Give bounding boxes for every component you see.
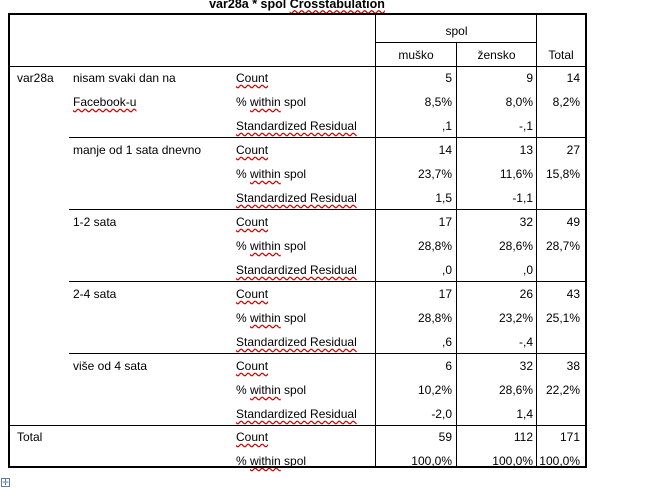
cell-pct-musko: 10,2% bbox=[417, 383, 452, 397]
stat-label-within: % within spol bbox=[236, 95, 307, 109]
category-label: nisam svaki dan na bbox=[73, 71, 176, 85]
cell-res-musko: ,6 bbox=[441, 335, 452, 349]
cell-count-zensko: 32 bbox=[519, 359, 533, 373]
cell-res-zensko: -,4 bbox=[518, 335, 533, 349]
total-pct-musko: 100,0% bbox=[411, 454, 452, 468]
cell-res-musko: 1,5 bbox=[435, 191, 452, 205]
cell-res-zensko: ,0 bbox=[522, 263, 533, 277]
cell-pct-total: 25,1% bbox=[545, 311, 580, 325]
header-total: Total bbox=[548, 48, 574, 62]
cell-count-musko: 17 bbox=[438, 287, 452, 301]
cell-count-musko: 6 bbox=[445, 359, 452, 373]
cell-pct-musko: 8,5% bbox=[424, 95, 452, 109]
cell-count-total: 38 bbox=[566, 359, 580, 373]
cell-res-musko: ,0 bbox=[441, 263, 452, 277]
cell-count-total: 14 bbox=[566, 71, 580, 85]
cell-pct-zensko: 28,6% bbox=[498, 239, 533, 253]
total-count-musko: 59 bbox=[438, 430, 452, 444]
stat-label-within: % within spol bbox=[236, 383, 307, 397]
cell-count-zensko: 32 bbox=[519, 215, 533, 229]
cell-res-zensko: -,1 bbox=[518, 119, 533, 133]
category-label-line2: Facebook-u bbox=[73, 95, 137, 109]
cell-pct-zensko: 28,6% bbox=[498, 383, 533, 397]
stat-label-resid: Standardized Residual bbox=[236, 191, 357, 205]
cell-count-musko: 17 bbox=[438, 215, 452, 229]
cell-pct-zensko: 11,6% bbox=[499, 167, 533, 181]
cell-pct-zensko: 8,0% bbox=[505, 95, 533, 109]
cell-count-total: 27 bbox=[566, 143, 580, 157]
total-pct-zensko: 100,0% bbox=[492, 454, 533, 468]
stat-label-count: Count bbox=[236, 430, 269, 444]
stat-label-count: Count bbox=[236, 71, 269, 85]
stat-label-resid: Standardized Residual bbox=[236, 407, 357, 421]
cell-pct-musko: 23,7% bbox=[417, 167, 452, 181]
category-label: manje od 1 sata dnevno bbox=[73, 143, 202, 157]
cell-pct-musko: 28,8% bbox=[417, 239, 452, 253]
cell-count-total: 49 bbox=[566, 215, 580, 229]
total-count-zensko: 112 bbox=[513, 430, 533, 444]
stat-label-count: Count bbox=[236, 215, 269, 229]
stat-label-within: % within spol bbox=[236, 454, 307, 468]
stat-label-count: Count bbox=[236, 143, 269, 157]
stat-label-within: % within spol bbox=[236, 311, 307, 325]
cell-pct-musko: 28,8% bbox=[417, 311, 452, 325]
cell-pct-total: 8,2% bbox=[552, 95, 580, 109]
cell-count-total: 43 bbox=[566, 287, 580, 301]
stat-label-count: Count bbox=[236, 359, 269, 373]
cell-res-musko: ,1 bbox=[441, 119, 452, 133]
stat-label-resid: Standardized Residual bbox=[236, 119, 357, 133]
stat-label-within: % within spol bbox=[236, 239, 307, 253]
cell-pct-total: 28,7% bbox=[545, 239, 580, 253]
cell-count-zensko: 26 bbox=[519, 287, 533, 301]
cell-res-zensko: -1,1 bbox=[512, 191, 533, 205]
cell-pct-zensko: 23,2% bbox=[498, 311, 533, 325]
header-musko: muško bbox=[398, 48, 434, 62]
table-title: var28a * spol Crosstabulation bbox=[209, 0, 385, 11]
cell-count-zensko: 9 bbox=[526, 71, 533, 85]
cell-pct-total: 22,2% bbox=[545, 383, 580, 397]
stat-label-resid: Standardized Residual bbox=[236, 335, 357, 349]
cell-pct-total: 15,8% bbox=[545, 167, 580, 181]
cell-count-zensko: 13 bbox=[519, 143, 533, 157]
total-pct-total: 100,0% bbox=[539, 454, 580, 468]
category-label: 2-4 sata bbox=[73, 287, 117, 301]
header-spol: spol bbox=[445, 24, 468, 38]
crosstab-table bbox=[8, 13, 587, 468]
category-label: 1-2 sata bbox=[73, 215, 117, 229]
stat-label-count: Count bbox=[236, 287, 269, 301]
cell-res-musko: -2,0 bbox=[431, 407, 452, 421]
cell-count-musko: 14 bbox=[438, 143, 452, 157]
stat-label-resid: Standardized Residual bbox=[236, 263, 357, 277]
header-zensko: žensko bbox=[477, 48, 516, 62]
category-label: više od 4 sata bbox=[73, 359, 148, 373]
stat-label-within: % within spol bbox=[236, 167, 307, 181]
cell-res-zensko: 1,4 bbox=[516, 407, 533, 421]
row-variable-label: var28a bbox=[17, 71, 54, 85]
move-handle-icon[interactable]: ✛ bbox=[2, 478, 9, 487]
total-count-total: 171 bbox=[559, 430, 580, 444]
cell-count-musko: 5 bbox=[445, 71, 452, 85]
total-label: Total bbox=[17, 430, 43, 444]
